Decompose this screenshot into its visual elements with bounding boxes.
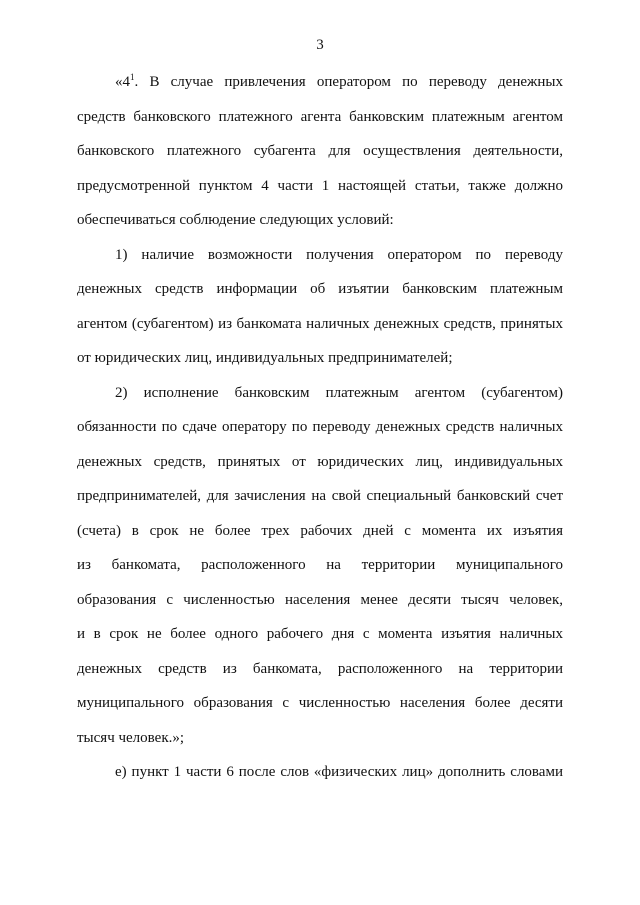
item-2-line-2: обязанности по сдаче оператору по переводу денежных средств наличных — [77, 419, 563, 435]
item-1-line-1: 1) наличие возможности получения оператором по переводу — [115, 247, 563, 263]
paragraph-1-line-1 — [115, 73, 563, 91]
page-number: 3 — [316, 37, 324, 53]
item-2-line-4: предпринимателей, для зачисления на свой специальный банковский счет — [77, 488, 563, 504]
item-2-line-9: денежных средств из банкомата, расположенного на территории — [77, 661, 563, 677]
item-2-line-10: муниципального образования с численностью населения более десяти — [77, 695, 563, 711]
clause-superscript: 1 — [130, 72, 135, 82]
paragraph-1-line-5: обеспечиваться соблюдение следующих условий: — [77, 212, 394, 228]
item-2-line-3: денежных средств, принятых от юридических лиц, индивидуальных — [77, 454, 563, 470]
item-2-line-1: 2) исполнение банковским платежным агентом (субагентом) — [115, 385, 563, 401]
item-e-line-1: е) пункт 1 части 6 после слов «физических лиц» дополнить словами — [115, 764, 563, 780]
item-2-line-6: из банкомата, расположенного на территории муниципального — [77, 557, 563, 573]
paragraph-1-line-3: банковского платежного субагента для осуществления деятельности, — [77, 143, 563, 159]
item-2-line-5: (счета) в срок не более трех рабочих дней с момента их изъятия — [77, 523, 563, 539]
item-2-line-8: и в срок не более одного рабочего дня с момента изъятия наличных — [77, 626, 563, 642]
paragraph-text: . В случае привлечения оператором по переводу денежных — [134, 74, 563, 90]
item-1-line-2: денежных средств информации об изъятии банковским платежным — [77, 281, 563, 297]
item-1-line-4: от юридических лиц, индивидуальных предпринимателей; — [77, 350, 453, 366]
item-2-line-7: образования с численностью населения менее десяти тысяч человек, — [77, 592, 563, 608]
clause-number: «4 — [115, 74, 130, 90]
item-1-line-3: агентом (субагентом) из банкомата наличных денежных средств, принятых — [77, 316, 563, 332]
item-2-line-11: тысяч человек.»; — [77, 730, 185, 746]
paragraph-1-line-4: предусмотренной пунктом 4 части 1 настоящей статьи, также должно — [77, 178, 563, 194]
paragraph-1-line-2: средств банковского платежного агента банковским платежным агентом — [77, 109, 563, 125]
